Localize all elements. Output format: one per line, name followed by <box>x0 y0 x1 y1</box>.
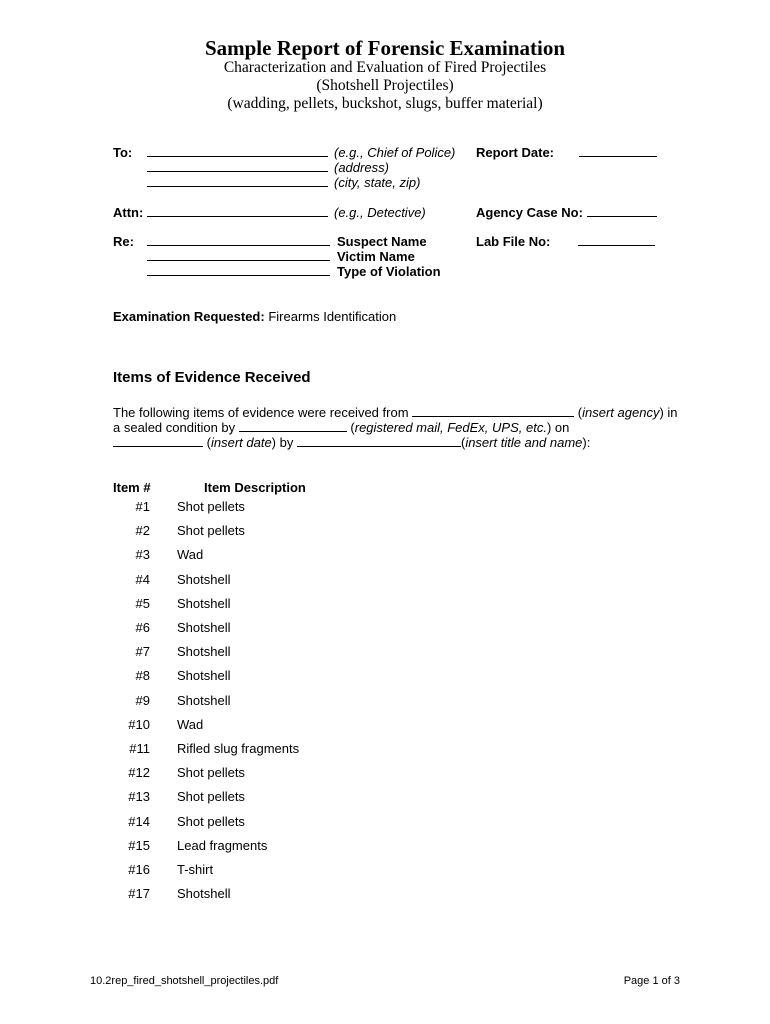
to-line-1[interactable] <box>147 145 328 160</box>
evidence-text-on: ) on <box>546 420 570 435</box>
item-description: Shot pellets <box>177 789 245 804</box>
re-violation: Type of Violation <box>337 264 441 279</box>
item-number: #4 <box>135 572 150 587</box>
evidence-hint-date: insert date <box>210 435 272 450</box>
item-description: Wad <box>177 717 204 732</box>
item-number: #17 <box>128 886 150 901</box>
to-hint-chief: (e.g., Chief of Police) <box>334 145 456 160</box>
item-description: T-shirt <box>177 862 214 877</box>
item-description: Shotshell <box>177 693 231 708</box>
item-number: #12 <box>128 765 150 780</box>
item-number: #3 <box>135 547 150 562</box>
attn-hint: (e.g., Detective) <box>334 205 426 220</box>
item-number: #15 <box>128 838 150 853</box>
exam-label: Examination Requested: <box>113 309 265 324</box>
report-subtitle-2: (Shotshell Projectiles) <box>316 77 454 94</box>
item-description: Shotshell <box>177 572 231 587</box>
evidence-paragraph-line-1 <box>113 405 678 420</box>
evidence-paren-open: ( <box>577 405 583 420</box>
item-number: #9 <box>135 693 150 708</box>
evidence-text-by: ) by <box>271 435 294 450</box>
attn-line[interactable] <box>147 205 328 220</box>
evidence-text-sealed: a sealed condition by <box>113 420 236 435</box>
agency-blank[interactable] <box>412 405 574 417</box>
re-line-1[interactable] <box>147 234 330 249</box>
item-description: Shot pellets <box>177 523 245 538</box>
to-hint-city: (city, state, zip) <box>334 175 421 190</box>
to-hint-address: (address) <box>334 160 389 175</box>
attn-label: Attn: <box>113 205 144 220</box>
delivery-blank[interactable] <box>239 420 347 432</box>
item-number: #6 <box>135 620 150 635</box>
to-line-3[interactable] <box>147 175 328 190</box>
report-date-label: Report Date: <box>476 145 555 160</box>
lab-file-line[interactable] <box>578 234 655 249</box>
evidence-hint-delivery: registered mail, FedEx, UPS, etc. <box>354 420 547 435</box>
evidence-hint-agency: insert agency <box>582 405 660 420</box>
evidence-hint-name: insert title and name <box>465 435 583 450</box>
agency-case-label: Agency Case No: <box>476 205 583 220</box>
report-date-line[interactable] <box>579 145 657 160</box>
item-description: Shotshell <box>177 596 231 611</box>
item-description: Shot pellets <box>177 765 245 780</box>
item-description: Shot pellets <box>177 499 245 514</box>
item-number: #11 <box>129 741 150 756</box>
item-description-header: Item Description <box>204 480 306 495</box>
report-subtitle-1: Characterization and Evaluation of Fired Projectiles <box>223 59 547 76</box>
evidence-text-close: ): <box>582 435 591 450</box>
re-line-3[interactable] <box>147 264 330 279</box>
item-description: Shotshell <box>177 620 231 635</box>
agency-case-line[interactable] <box>587 205 657 220</box>
item-description: Shotshell <box>177 668 231 683</box>
exam-requested <box>113 309 396 324</box>
item-number: #2 <box>135 523 150 538</box>
re-suspect: Suspect Name <box>337 234 427 249</box>
re-line-2[interactable] <box>147 249 330 264</box>
item-description: Rifled slug fragments <box>177 741 300 756</box>
footer-page: Page 1 of 3 <box>623 975 680 987</box>
to-line-2[interactable] <box>147 160 328 175</box>
item-number: #10 <box>128 717 150 732</box>
evidence-paragraph-line-2 <box>113 420 569 435</box>
lab-file-label: Lab File No: <box>476 234 551 249</box>
evidence-text-in: ) in <box>659 405 678 420</box>
report-subtitle-3: (wadding, pellets, buckshot, slugs, buffer material) <box>227 95 543 112</box>
date-blank[interactable] <box>113 435 203 447</box>
item-number-header: Item # <box>113 480 151 495</box>
item-number: #16 <box>128 862 150 877</box>
re-victim: Victim Name <box>337 249 415 264</box>
re-label: Re: <box>113 234 134 249</box>
item-description: Shotshell <box>177 644 231 659</box>
evidence-paragraph-line-3 <box>113 435 590 450</box>
name-blank[interactable] <box>297 435 461 447</box>
evidence-heading: Items of Evidence Received <box>113 369 311 386</box>
report-title: Sample Report of Forensic Examination <box>204 36 566 60</box>
item-number: #14 <box>128 814 150 829</box>
item-number: #7 <box>135 644 150 659</box>
evidence-paren-open-2: ( <box>350 420 355 435</box>
item-number: #5 <box>135 596 150 611</box>
evidence-paren-open-4: ( <box>460 435 466 450</box>
item-number: #8 <box>135 668 150 683</box>
to-label: To: <box>113 145 133 160</box>
evidence-text-received: The following items of evidence were received from <box>113 405 409 420</box>
item-description: Wad <box>177 547 204 562</box>
evidence-paren-open-3: ( <box>206 435 211 450</box>
item-description: Lead fragments <box>177 838 268 853</box>
exam-value: Firearms Identification <box>268 309 397 324</box>
footer-filename: 10.2rep_fired_shotshell_projectiles.pdf <box>90 975 279 987</box>
item-number: #13 <box>128 789 150 804</box>
item-description: Shot pellets <box>177 814 245 829</box>
item-number: #1 <box>135 499 150 514</box>
item-description: Shotshell <box>177 886 231 901</box>
